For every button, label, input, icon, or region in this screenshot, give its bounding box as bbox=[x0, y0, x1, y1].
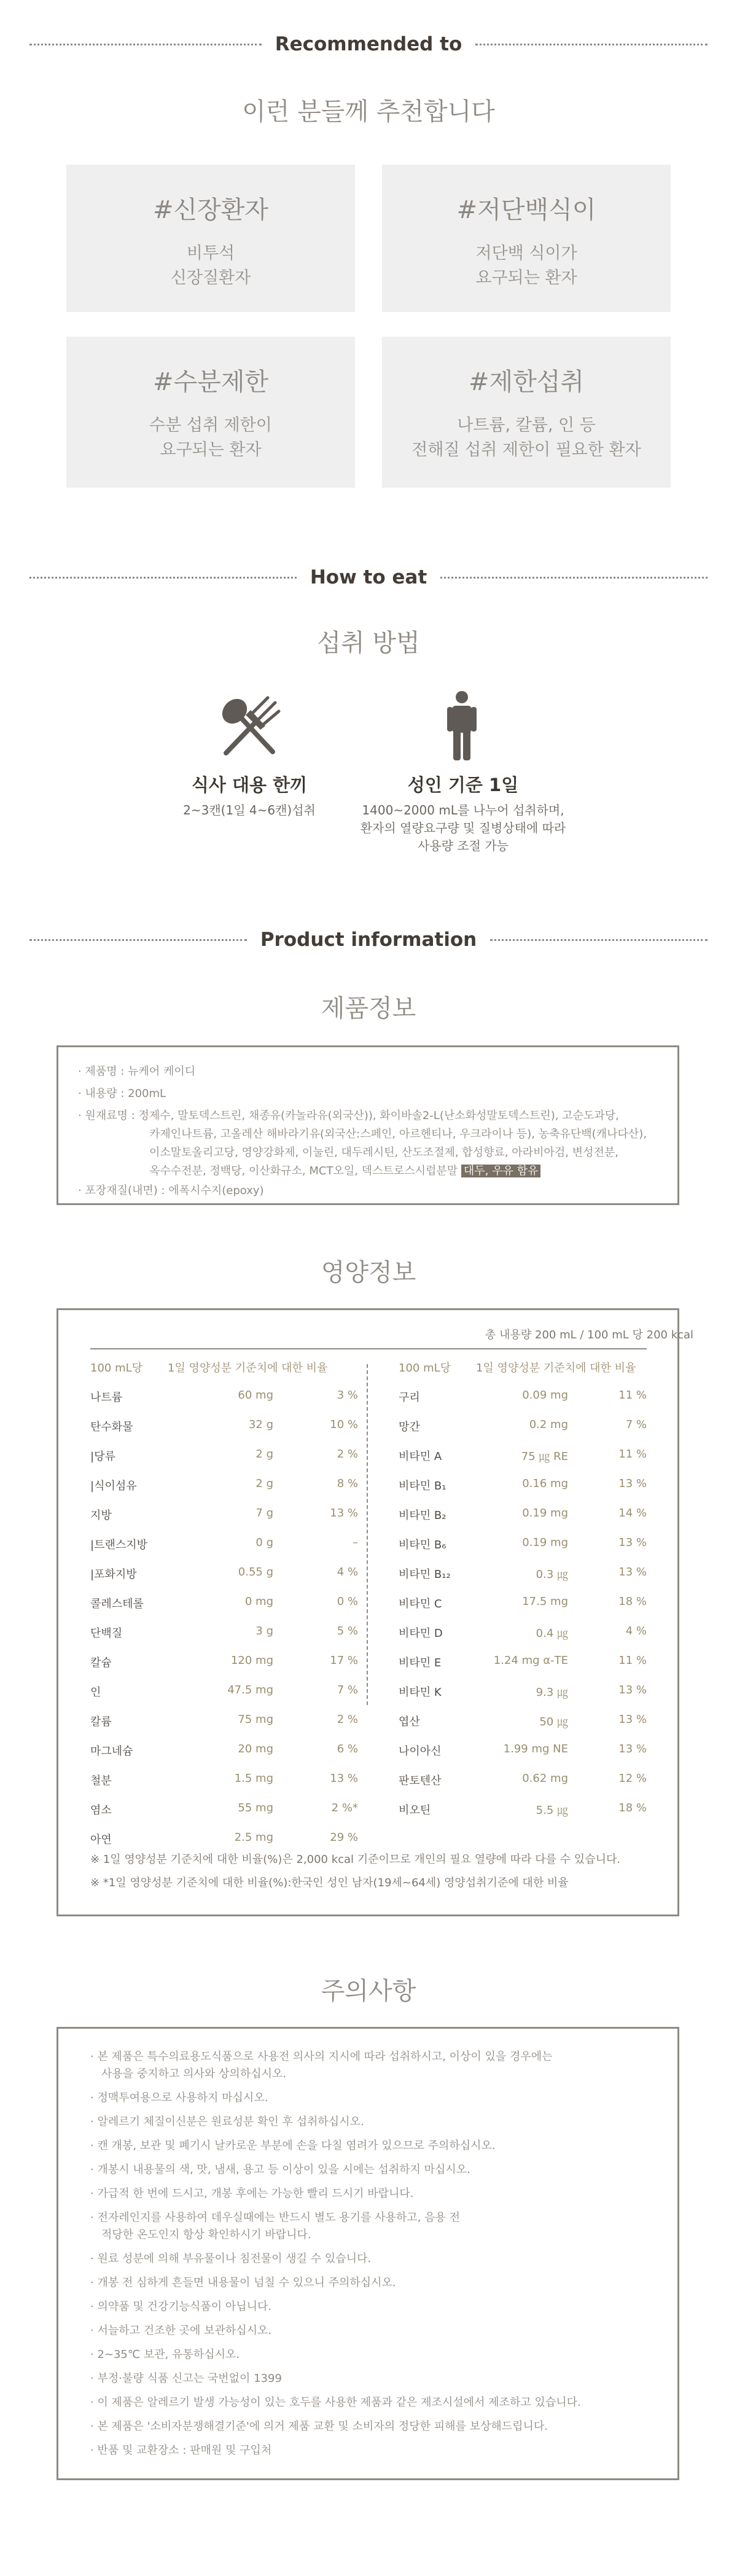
nutrient-percent: 29 % bbox=[330, 1831, 358, 1844]
how-heading: 식사 대용 한끼 bbox=[191, 775, 308, 795]
allergen-badge: 대두, 우유 함유 bbox=[461, 1165, 541, 1177]
caution-line: · 서늘하고 건조한 곳에 보관하십시오. bbox=[90, 2324, 272, 2337]
caution-line: · 개봉시 내용물의 색, 맛, 냄새, 용고 등 이상이 있을 시에는 섭취하지 마십시오. bbox=[90, 2163, 470, 2176]
nutrient-value: 0.09 mg bbox=[522, 1389, 568, 1402]
caution-box bbox=[57, 2027, 679, 2480]
caution-line: · 반품 및 교환장소 : 판매원 및 구입처 bbox=[90, 2444, 272, 2457]
card-line: 비투석 bbox=[186, 244, 235, 263]
nutrient-percent: 11 % bbox=[618, 1448, 647, 1461]
nutrient-percent: 13 % bbox=[618, 1743, 647, 1755]
how-desc-line: 사용량 조절 가능 bbox=[418, 838, 509, 853]
nutrition-column-divider bbox=[367, 1364, 368, 1705]
nutrition-top-rule bbox=[90, 1348, 647, 1349]
nutrient-percent: 13 % bbox=[618, 1684, 647, 1696]
nutrient-name: 비타민 B₁ bbox=[399, 1480, 446, 1493]
caution-line: · 2~35℃ 보관, 유통하십시오. bbox=[90, 2348, 240, 2361]
nutrient-name: 탄수화물 bbox=[90, 1421, 133, 1434]
nutrition-total: 총 내용량 200 mL / 100 mL 당 200 kcal bbox=[485, 1329, 694, 1341]
nutrient-percent: 13 % bbox=[618, 1536, 647, 1549]
nutrient-percent: – bbox=[353, 1536, 358, 1549]
caution-line: 적당한 온도인지 항상 확인하시기 바랍니다. bbox=[101, 2228, 311, 2241]
nutrient-percent: 17 % bbox=[330, 1654, 358, 1667]
section-label: How to eat bbox=[310, 566, 427, 588]
divider bbox=[440, 577, 708, 579]
nutrient-value: 0 mg bbox=[244, 1595, 273, 1608]
nutrient-percent: 4 % bbox=[625, 1625, 647, 1637]
nutrition-footnote: ※ *1일 영양성분 기준치에 대한 비율(%):한국인 성인 남자(19세~64세) 영양섭취기준에 대한 비율 bbox=[90, 1876, 569, 1889]
col-header-pct: 1일 영양성분 기준치에 대한 비율 bbox=[168, 1362, 328, 1375]
nutrient-value: 50 ㎍ bbox=[539, 1715, 568, 1728]
product-info-line: · 원재료명 : 정제수, 말토덱스트린, 채종유(카놀라유(외국산)), 화이바솔2-L(난소화성말토덱스트린), 고순도과당, bbox=[78, 1109, 619, 1122]
divider bbox=[475, 44, 708, 45]
caution-line: · 부정·불량 식품 신고는 국번없이 1399 bbox=[90, 2372, 282, 2385]
nutrient-name: 염소 bbox=[90, 1804, 112, 1817]
nutrient-percent: 2 %* bbox=[331, 1801, 358, 1814]
nutrient-name: 철분 bbox=[90, 1774, 112, 1787]
how-desc: 2~3캔(1일 4~6캔)섭취 bbox=[183, 803, 316, 818]
fork-spoon-icon bbox=[216, 693, 283, 759]
how-to-eat-section-header bbox=[29, 565, 708, 590]
recommended-section-header bbox=[29, 32, 708, 57]
nutrient-value: 47.5 mg bbox=[227, 1684, 273, 1696]
nutrient-value: 0.62 mg bbox=[522, 1772, 568, 1785]
nutrient-value: 0.4 ㎍ bbox=[536, 1627, 568, 1640]
nutrient-name: 비타민 B₂ bbox=[399, 1509, 446, 1522]
nutrient-value: 1.5 mg bbox=[234, 1772, 273, 1785]
caution-line: · 본 제품은 특수의료용도식품으로 사용전 의사의 지시에 따라 섭취하시고, 이상이 있을 경우에는 bbox=[90, 2050, 553, 2063]
nutrient-value: 20 mg bbox=[238, 1743, 273, 1755]
how-heading: 성인 기준 1일 bbox=[407, 775, 519, 795]
col-header-per: 100 mL당 bbox=[90, 1362, 143, 1375]
nutrient-value: 0.19 mg bbox=[522, 1507, 568, 1520]
recommend-card bbox=[66, 165, 355, 312]
divider bbox=[29, 577, 297, 579]
nutrient-name: 구리 bbox=[399, 1391, 420, 1404]
caution-line: · 본 제품은 '소비자분쟁해결기준'에 의거 제품 교환 및 소비자의 정당한 피해를 보상해드립니다. bbox=[90, 2420, 548, 2433]
nutrient-value: 2 g bbox=[255, 1477, 273, 1490]
nutrient-name: 비타민 K bbox=[399, 1686, 442, 1699]
recommended-title: 이런 분들께 추천합니다 bbox=[242, 98, 495, 126]
nutrient-name: |당류 bbox=[90, 1450, 115, 1463]
nutrient-name: 지방 bbox=[90, 1509, 112, 1522]
product-info-section-header bbox=[29, 927, 708, 952]
recommend-card bbox=[66, 337, 355, 488]
nutrient-value: 5.5 ㎍ bbox=[536, 1804, 568, 1817]
nutrition-title: 영양정보 bbox=[321, 1259, 416, 1287]
caution-line: 사용을 중지하고 의사와 상의하십시오. bbox=[101, 2067, 287, 2080]
nutrient-percent: 3 % bbox=[337, 1389, 358, 1402]
nutrient-value: 120 mg bbox=[230, 1654, 273, 1667]
nutrient-value: 32 g bbox=[248, 1418, 273, 1431]
nutrient-value: 3 g bbox=[255, 1625, 273, 1637]
nutrient-percent: 0 % bbox=[337, 1595, 358, 1608]
nutrient-value: 0.3 ㎍ bbox=[536, 1568, 568, 1581]
nutrient-name: 판토텐산 bbox=[399, 1774, 442, 1787]
card-line: 수분 섭취 제한이 bbox=[149, 416, 272, 435]
nutrient-percent: 4 % bbox=[337, 1566, 358, 1579]
nutrient-name: 비타민 E bbox=[399, 1657, 442, 1669]
col-header-per: 100 mL당 bbox=[399, 1362, 451, 1375]
nutrient-percent: 11 % bbox=[618, 1389, 647, 1402]
nutrient-value: 7 g bbox=[255, 1507, 273, 1520]
nutrient-percent: 2 % bbox=[337, 1448, 358, 1461]
how-item-daily bbox=[334, 771, 592, 855]
nutrient-name: 망간 bbox=[399, 1421, 420, 1434]
nutrient-value: 2.5 mg bbox=[234, 1831, 273, 1844]
card-line: 요구되는 환자 bbox=[475, 268, 577, 287]
nutrient-name: 비타민 D bbox=[399, 1627, 443, 1640]
how-desc-line: 환자의 열량요구량 및 질병상태에 따라 bbox=[360, 821, 566, 835]
product-info-line: 이소말토올리고당, 영양강화제, 이눌린, 대두레시틴, 산도조절제, 합성향료, 아라비아검, 변성전분, bbox=[149, 1146, 618, 1159]
section-label: Recommended to bbox=[275, 33, 462, 55]
nutrition-footnote: ※ 1일 영양성분 기준치에 대한 비율(%)은 2,000 kcal 기준이므로 개인의 필요 열량에 따라 다를 수 있습니다. bbox=[90, 1853, 621, 1866]
person-icon bbox=[443, 690, 480, 762]
caution-line: · 개봉 전 심하게 흔들면 내용물이 넘칠 수 있으니 주의하십시오. bbox=[90, 2276, 396, 2289]
caution-line: · 캔 개봉, 보관 및 폐기시 날카로운 부분에 손을 다칠 염려가 있으므로 주의하십시오. bbox=[90, 2139, 496, 2152]
nutrient-value: 0.55 g bbox=[238, 1566, 273, 1579]
nutrient-value: 0.2 mg bbox=[529, 1418, 568, 1431]
nutrient-name: |트랜스지방 bbox=[90, 1539, 148, 1551]
nutrient-value: 17.5 mg bbox=[522, 1595, 568, 1608]
nutrient-value: 60 mg bbox=[238, 1389, 273, 1402]
nutrient-percent: 11 % bbox=[618, 1654, 647, 1667]
nutrient-percent: 5 % bbox=[337, 1625, 358, 1637]
nutrient-percent: 13 % bbox=[330, 1772, 358, 1785]
nutrient-name: 비타민 B₆ bbox=[399, 1539, 446, 1551]
nutrient-value: 75 ㎍ RE bbox=[521, 1450, 568, 1463]
how-desc bbox=[334, 802, 592, 855]
nutrient-percent: 2 % bbox=[337, 1713, 358, 1726]
nutrient-percent: 18 % bbox=[618, 1595, 647, 1608]
recommend-card bbox=[382, 165, 671, 312]
nutrient-percent: 13 % bbox=[618, 1477, 647, 1490]
nutrient-percent: 8 % bbox=[337, 1477, 358, 1490]
nutrient-name: 비타민 A bbox=[399, 1450, 442, 1463]
nutrient-value: 1.99 mg NE bbox=[503, 1743, 568, 1755]
nutrient-name: 콜레스테롤 bbox=[90, 1598, 144, 1610]
nutrient-percent: 13 % bbox=[618, 1566, 647, 1579]
product-info-title: 제품정보 bbox=[321, 994, 416, 1023]
card-tag: #수분제한 bbox=[152, 368, 269, 396]
nutrition-box bbox=[57, 1308, 694, 1916]
nutrient-percent: 13 % bbox=[330, 1507, 358, 1520]
card-line: 요구되는 환자 bbox=[160, 440, 262, 459]
nutrient-value: 0.19 mg bbox=[522, 1536, 568, 1549]
nutrient-name: 칼슘 bbox=[90, 1657, 112, 1669]
nutrient-value: 1.24 mg α-TE bbox=[493, 1654, 568, 1667]
product-info-line-with-allergen bbox=[149, 1164, 540, 1179]
nutrient-value: 2 g bbox=[255, 1448, 273, 1461]
nutrient-percent: 6 % bbox=[337, 1743, 358, 1755]
card-line: 저단백 식이가 bbox=[475, 244, 577, 263]
divider bbox=[490, 939, 708, 941]
nutrient-value: 0.16 mg bbox=[522, 1477, 568, 1490]
nutrient-percent: 7 % bbox=[337, 1684, 358, 1696]
card-line: 나트륨, 칼륨, 인 등 bbox=[457, 416, 596, 435]
product-info-text: 옥수수전분, 정백당, 이산화규소, MCT오일, 덱스트로스시럽분말 bbox=[149, 1165, 458, 1177]
caution-line: · 의약품 및 건강기능식품이 아닙니다. bbox=[90, 2300, 272, 2313]
recommend-card bbox=[382, 337, 671, 488]
caution-line: · 가급적 한 번에 드시고, 개봉 후에는 가능한 빨리 드시기 바랍니다. bbox=[90, 2187, 414, 2200]
how-desc-line: 1400~2000 mL를 나누어 섭취하며, bbox=[362, 803, 564, 818]
nutrient-name: 마그네슘 bbox=[90, 1745, 133, 1758]
nutrient-name: |식이섬유 bbox=[90, 1480, 137, 1493]
nutrient-name: 비타민 B₁₂ bbox=[399, 1568, 451, 1581]
caution-title: 주의사항 bbox=[321, 1977, 416, 2005]
nutrient-value: 9.3 ㎍ bbox=[536, 1686, 568, 1699]
nutrient-name: 비타민 C bbox=[399, 1598, 442, 1610]
nutrient-value: 0 g bbox=[255, 1536, 273, 1549]
divider bbox=[29, 939, 247, 941]
nutrient-name: 인 bbox=[90, 1686, 101, 1699]
packaging-line: · 포장재질(내면) : 에폭시수지(epoxy) bbox=[78, 1184, 264, 1197]
product-info-line: · 제품명 : 뉴케어 케이디 bbox=[78, 1065, 196, 1078]
nutrient-name: 엽산 bbox=[399, 1715, 420, 1728]
nutrient-percent: 18 % bbox=[618, 1801, 647, 1814]
nutrient-value: 55 mg bbox=[238, 1801, 273, 1814]
caution-line: · 전자레인지를 사용하여 데우실때에는 반드시 별도 용기를 사용하고, 음용 전 bbox=[90, 2211, 460, 2224]
nutrient-name: 아연 bbox=[90, 1833, 112, 1846]
card-tag: #제한섭취 bbox=[468, 368, 585, 396]
divider bbox=[29, 44, 262, 45]
product-info-line: · 내용량 : 200mL bbox=[78, 1087, 166, 1100]
product-info-line: 카제인나트륨, 고올레산 해바라기유(외국산:스페인, 아르헨티나, 우크라이나 등), 농축유단백(캐나다산), bbox=[149, 1128, 647, 1141]
caution-line: · 이 제품은 알레르기 발생 가능성이 있는 호두를 사용한 제품과 같은 제조시설에서 제조하고 있습니다. bbox=[90, 2396, 581, 2409]
product-info-box bbox=[57, 1045, 679, 1205]
nutrient-name: |포화지방 bbox=[90, 1568, 137, 1581]
card-line: 신장질환자 bbox=[170, 268, 251, 287]
caution-line: · 정맥투여용으로 사용하지 마십시오. bbox=[90, 2091, 268, 2104]
nutrient-percent: 13 % bbox=[618, 1713, 647, 1726]
nutrient-percent: 14 % bbox=[618, 1507, 647, 1520]
section-label: Product information bbox=[260, 929, 477, 951]
nutrient-value: 75 mg bbox=[238, 1713, 273, 1726]
col-header-pct: 1일 영양성분 기준치에 대한 비율 bbox=[476, 1362, 636, 1375]
nutrient-percent: 7 % bbox=[625, 1418, 647, 1431]
nutrient-name: 칼륨 bbox=[90, 1715, 112, 1728]
nutrient-percent: 12 % bbox=[618, 1772, 647, 1785]
nutrient-name: 단백질 bbox=[90, 1627, 123, 1640]
nutrient-name: 나트륨 bbox=[90, 1391, 123, 1404]
nutrient-name: 나이아신 bbox=[399, 1745, 442, 1758]
nutrient-percent: 10 % bbox=[330, 1418, 358, 1431]
how-to-eat-title: 섭취 방법 bbox=[317, 629, 420, 657]
card-line: 전해질 섭취 제한이 필요한 환자 bbox=[411, 440, 641, 459]
card-tag: #신장환자 bbox=[152, 196, 269, 224]
caution-line: · 원료 성분에 의해 부유물이나 침전물이 생길 수 있습니다. bbox=[90, 2252, 372, 2265]
card-tag: #저단백식이 bbox=[456, 196, 596, 224]
nutrient-name: 비오틴 bbox=[399, 1804, 431, 1817]
caution-line: · 알레르기 체질이신분은 원료성분 확인 후 섭취하십시오. bbox=[90, 2115, 364, 2128]
